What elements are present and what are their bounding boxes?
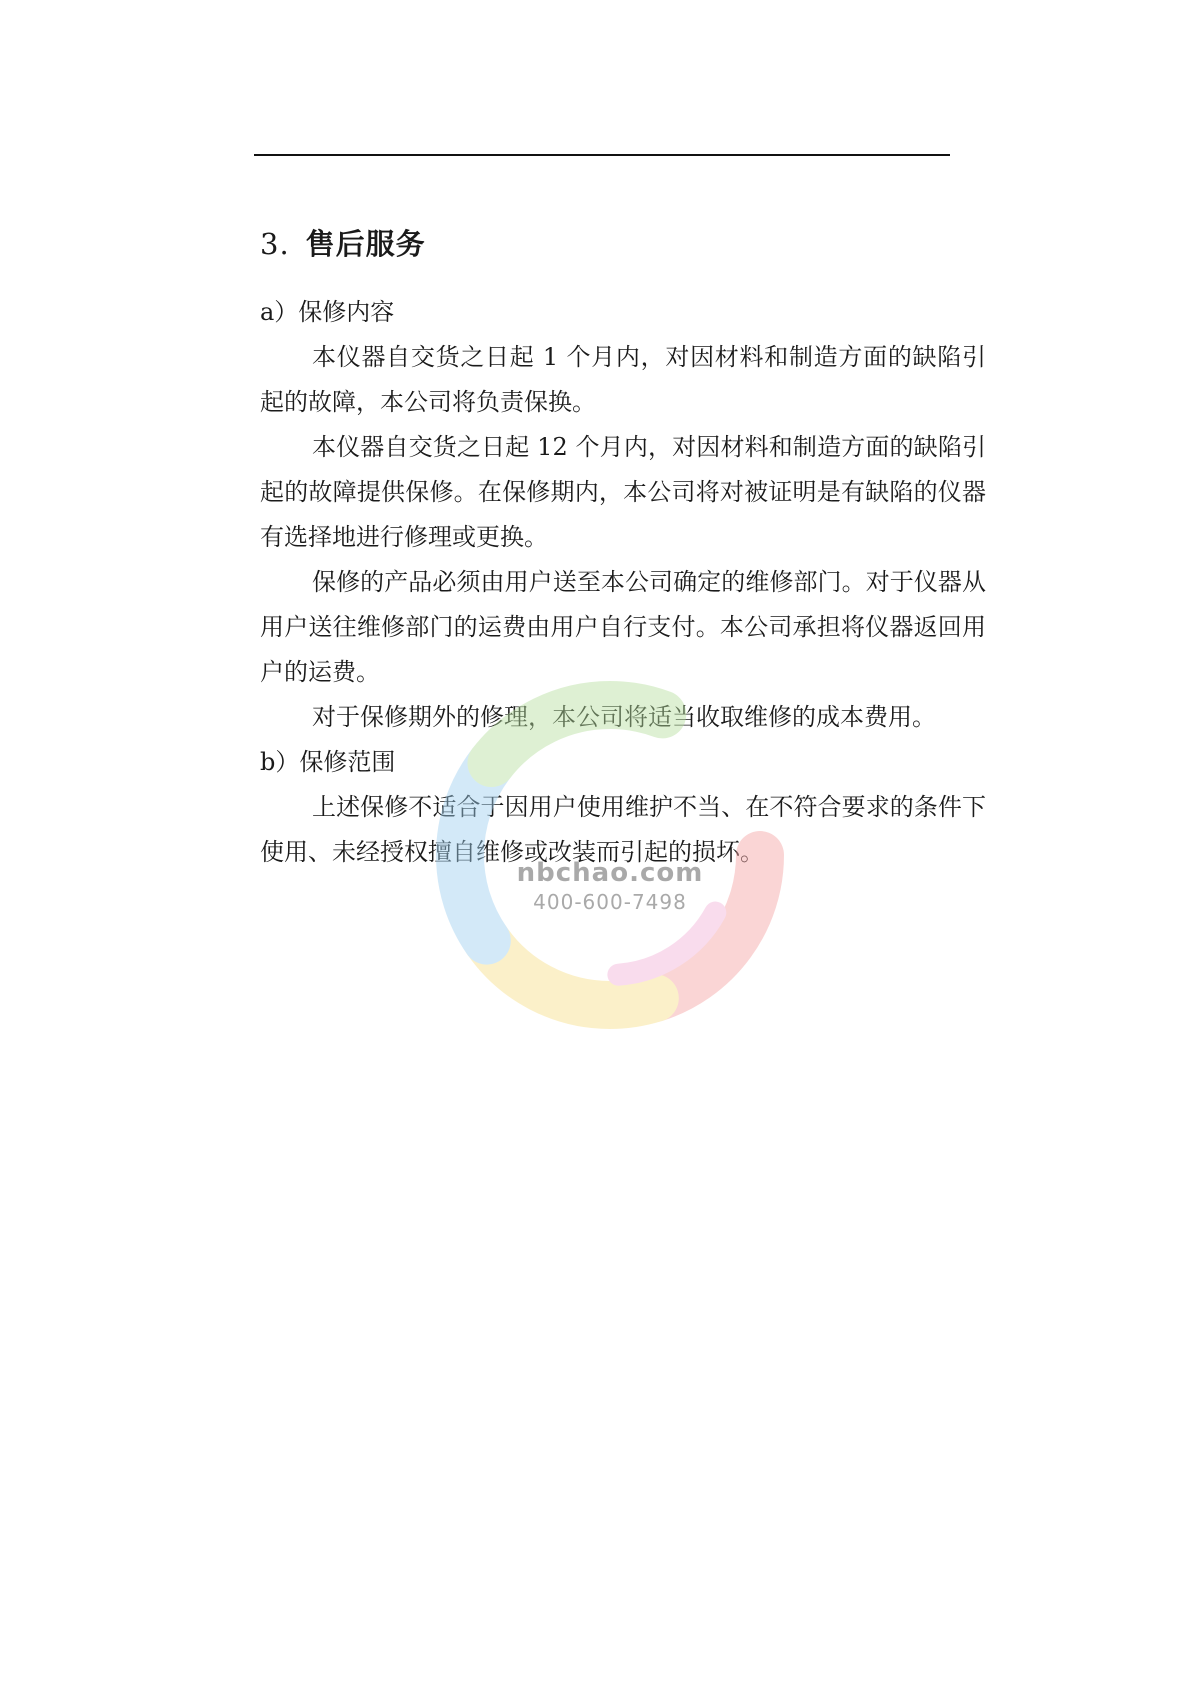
header-rule <box>254 154 950 156</box>
section-title-text: 售后服务 <box>305 227 426 261</box>
warranty-content-heading: a）保修内容 <box>260 298 395 326</box>
section-number: 3. <box>260 227 290 261</box>
warranty-content-paragraph: 对于保修期外的修理，本公司将适当收取维修的成本费用。 <box>312 703 936 731</box>
warranty-scope-paragraph: 上述保修不适合于因用户使用维护不当、在不符合要求的条件下使用、未经授权擅自维修或改装而引起的损坏。 <box>260 793 986 866</box>
warranty-content-paragraph: 本仪器自交货之日起 1 个月内，对因材料和制造方面的缺陷引起的故障，本公司将负责保换。 <box>260 343 986 416</box>
section-title <box>260 220 986 268</box>
warranty-scope-heading: b）保修范围 <box>260 748 396 776</box>
watermark-site: nbchao.com <box>516 858 704 888</box>
warranty-content-paragraph: 保修的产品必须由用户送至本公司确定的维修部门。对于仪器从用户送往维修部门的运费由用户自行支付。本公司承担将仪器返回用户的运费。 <box>260 568 986 686</box>
watermark-phone: 400-600-7498 <box>533 890 687 914</box>
warranty-content-paragraph: 本仪器自交货之日起 12 个月内，对因材料和制造方面的缺陷引起的故障提供保修。在保修期内，本公司将对被证明是有缺陷的仪器有选择地进行修理或更换。 <box>260 433 986 551</box>
page-content <box>260 220 986 875</box>
